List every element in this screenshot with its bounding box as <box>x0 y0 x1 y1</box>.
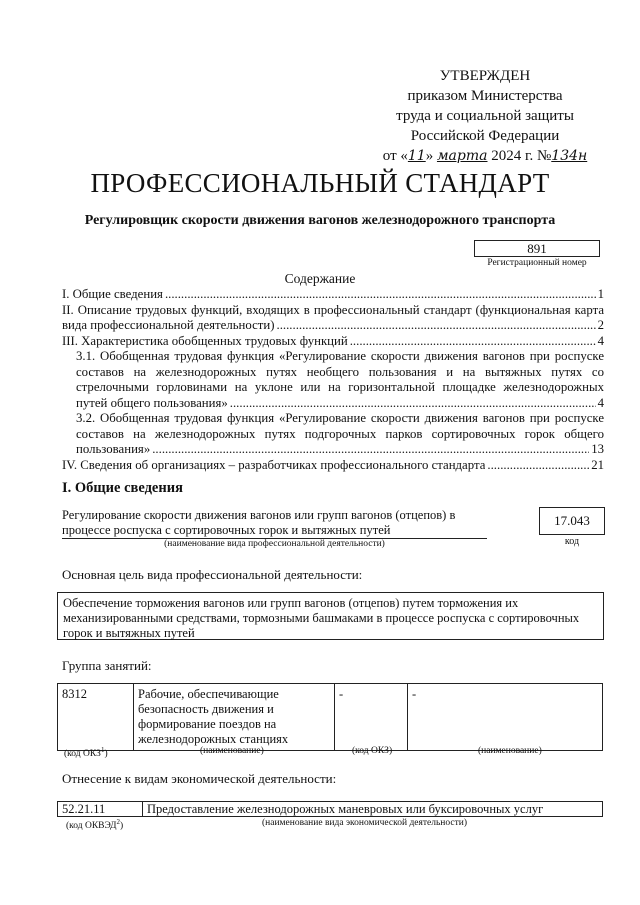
okz-name-2: - <box>408 684 603 751</box>
occupation-group-label: Группа занятий: <box>62 658 152 673</box>
okved-code-caption: (код ОКВЭД$^2$) <box>66 818 124 832</box>
okz-name2-caption: (наименование) <box>478 746 542 756</box>
approval-ministry-line: труда и социальной защиты <box>396 108 574 124</box>
approval-country-line: Российской Федерации <box>410 128 560 144</box>
econ-table <box>57 801 603 817</box>
approval-status: УТВЕРЖДЕН <box>439 68 531 84</box>
section-heading: I. Общие сведения <box>62 480 183 496</box>
toc-item-line[interactable]: 3.1. Обобщенная трудовая функция «Регулирование скорости движения вагонов при роспуске <box>76 349 604 363</box>
goal-box: Обеспечение торможения вагонов или групп вагонов (отцепов) путем торможения их механизированными средствами, тормозными башмаками в процессе роспуска с сортировочных горок и вытяжных путей <box>57 592 604 640</box>
toc-heading: Содержание <box>284 271 356 286</box>
occupation-table <box>57 683 603 751</box>
activity-kind-caption: (наименование вида профессиональной деятельности) <box>164 539 385 549</box>
toc-item-line[interactable]: стрелочными горловинами на уклоне или на горизонтальной площадке железнодорожных <box>76 380 604 394</box>
goal-label: Основная цель вида профессиональной деятельности: <box>62 567 363 582</box>
toc-item[interactable]: IV. Сведения об организациях – разработчиках профессионального стандарта ..... 21 <box>62 458 604 474</box>
table-row <box>58 802 603 817</box>
toc-item[interactable]: III. Характеристика обобщенных трудовых функций ..... 4 <box>62 334 604 350</box>
registration-label: Регистрационный номер <box>487 258 587 268</box>
okz-name: Рабочие, обеспечивающие безопасность движения и формирование поездов на железнодорожных станциях <box>134 684 335 751</box>
approval-date-line: от «11» марта 2024 г. №134н <box>382 148 588 164</box>
page-title: ПРОФЕССИОНАЛЬНЫЙ СТАНДАРТ <box>90 168 550 198</box>
approval-day: 11 <box>407 148 426 164</box>
activity-kind: Регулирование скорости движения вагонов или групп вагонов (отцепов) в процессе роспуска с сортировочных горок и вытяжных путей <box>62 508 487 539</box>
okz-name-caption: (наименование) <box>200 746 264 756</box>
okz-code2-caption: (код ОКЗ) <box>352 746 393 756</box>
okved-code: 52.21.11 <box>58 802 143 817</box>
table-row <box>58 684 603 751</box>
okved-name: Предоставление железнодорожных маневровых или буксировочных услуг <box>143 802 603 817</box>
toc-item-line[interactable]: составов на железнодорожных путях необщего пользования и на вытяжных путях со <box>76 364 604 379</box>
activity-code: 17.043 <box>539 507 605 535</box>
okz-code-2: - <box>335 684 408 751</box>
toc-item-line[interactable]: составов на железнодорожных путях подгорочных парков сортировочных горок общего <box>76 426 604 441</box>
toc-list <box>62 287 604 473</box>
activity-code-caption: код <box>564 536 580 547</box>
approval-order-line: приказом Министерства <box>407 88 563 104</box>
page-subtitle: Регулировщик скорости движения вагонов железнодорожного транспорта <box>84 213 556 228</box>
registration-number: 891 <box>474 240 600 257</box>
toc-item[interactable]: вида профессиональной деятельности) ..... 2 <box>62 318 604 334</box>
toc-item[interactable]: пользования» ..... 13 <box>76 442 604 458</box>
toc-item[interactable]: путей общего пользования» ..... 4 <box>76 396 604 412</box>
approval-month: марта <box>436 148 488 164</box>
econ-label: Отнесение к видам экономической деятельности: <box>62 771 337 786</box>
toc-item-line[interactable]: II. Описание трудовых функций, входящих в профессиональный стандарт (функциональная карта <box>62 302 604 317</box>
approval-block <box>360 66 610 166</box>
toc-item[interactable]: I. Общие сведения ..... 1 <box>62 287 604 303</box>
okz-code: 8312 <box>58 684 134 751</box>
okz-code-caption: (код ОКЗ$^1$) <box>64 746 108 760</box>
approval-order-number: 134н <box>551 148 588 164</box>
toc-item-line[interactable]: 3.2. Обобщенная трудовая функция «Регулирование скорости движения вагонов при роспуске <box>76 411 604 425</box>
okved-name-caption: (наименование вида экономической деятельности) <box>262 818 467 828</box>
